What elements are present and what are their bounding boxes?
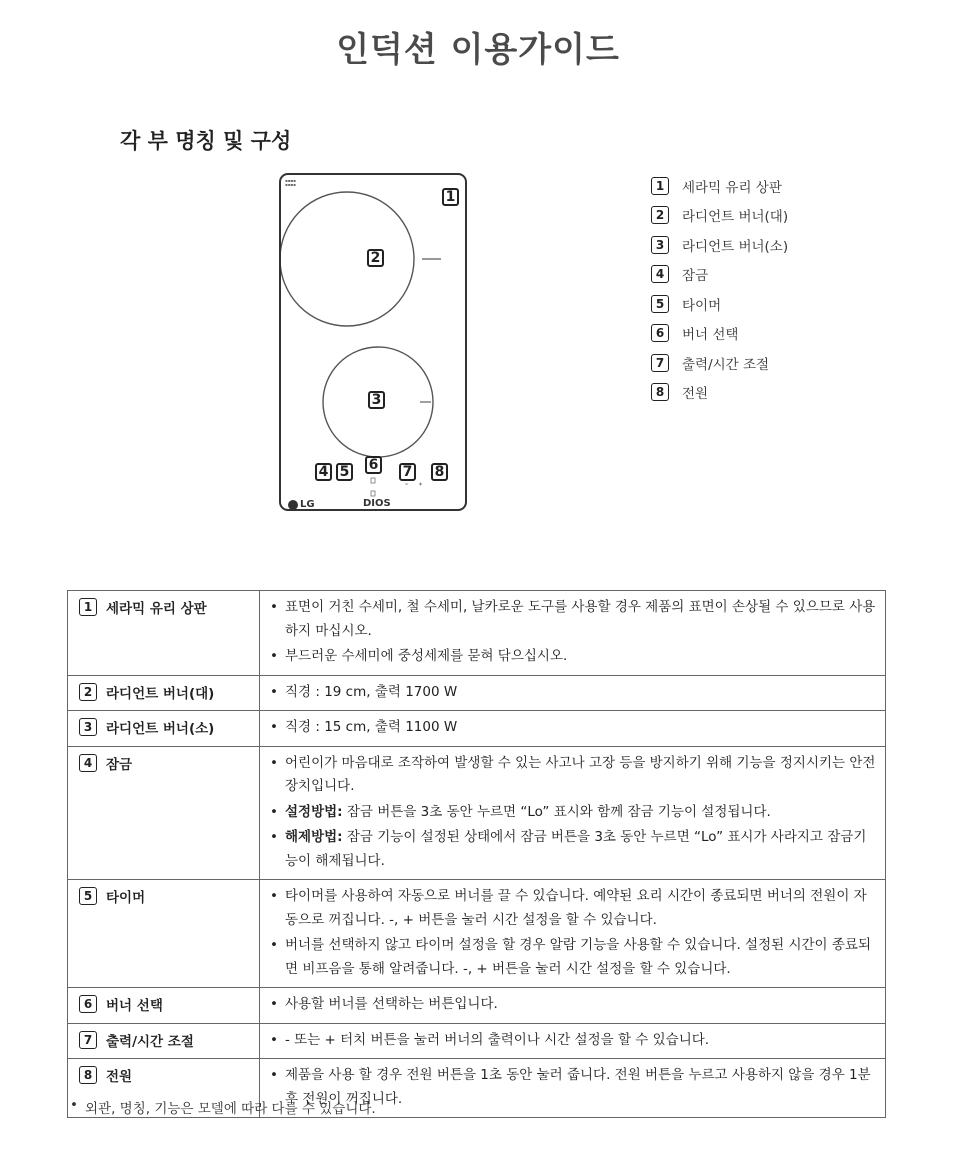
legend-label: 타이머 [682, 297, 722, 314]
callout-2: 2 [367, 249, 384, 267]
page-title: 인덕션 이용가이드 [336, 30, 620, 70]
bullet-text: 잠금 기능이 설정된 상태에서 잠금 버튼을 3초 동안 누르면 “Lo” 표시가 사라지고 잠금기능이 해제됩니다. [285, 829, 867, 869]
callout-3: 3 [368, 391, 385, 409]
table-row [68, 591, 886, 676]
part-number-badge: 6 [79, 995, 97, 1013]
description-bullet [270, 1029, 877, 1053]
part-number-badge: 1 [79, 598, 97, 616]
bullet-icon: • [270, 803, 278, 820]
legend-item [651, 319, 788, 349]
bullet-text: 사용할 버너를 선택하는 버튼입니다. [285, 996, 498, 1012]
bullet-text: 직경 : 19 cm, 출력 1700 W [285, 683, 458, 700]
bullet-icon: • [270, 888, 278, 904]
legend-label: 세라믹 유리 상판 [682, 179, 782, 196]
bullet-text: 표면이 거친 수세미, 철 수세미, 날카로운 도구를 사용할 경우 제품의 표면이 손상될 수 있으므로 사용하지 마십시오. [285, 599, 876, 639]
description-bullet [270, 752, 877, 799]
legend-label: 출력/시간 조절 [682, 356, 770, 373]
part-description-cell [260, 880, 886, 988]
callout-7: 7 [399, 463, 416, 481]
part-name: 버너 선택 [106, 998, 163, 1014]
parts-legend [651, 171, 788, 407]
legend-item [651, 171, 788, 201]
bullet-icon: • [270, 754, 278, 771]
table-row [68, 1023, 886, 1059]
bullet-icon: • [270, 937, 278, 953]
model-text: ▪▪▪▪ ▪▪▪▪ [285, 178, 296, 187]
legend-item [651, 230, 788, 260]
part-number-badge: 5 [79, 887, 97, 905]
part-name-cell [68, 675, 260, 711]
part-name: 잠금 [106, 756, 133, 773]
part-name-cell [68, 880, 260, 988]
footnote [70, 1097, 376, 1117]
part-name-cell [68, 1023, 260, 1059]
legend-number-badge: 5 [651, 295, 669, 313]
part-name: 전원 [106, 1069, 133, 1085]
part-number-badge: 7 [79, 1031, 97, 1049]
part-description-cell [260, 746, 886, 880]
legend-label: 버너 선택 [682, 327, 739, 344]
legend-label: 라디언트 버너(대) [682, 209, 789, 226]
part-name: 라디언트 버너(대) [106, 685, 215, 702]
table-row [68, 988, 886, 1024]
legend-label: 라디언트 버너(소) [682, 238, 789, 255]
description-bullet [270, 716, 877, 740]
bullet-icon: • [270, 599, 278, 615]
description-bullet [270, 826, 877, 873]
table-row [68, 675, 886, 711]
part-number-badge: 8 [79, 1066, 97, 1084]
burner-select-icon-top [371, 478, 375, 483]
part-name: 라디언트 버너(소) [106, 721, 215, 737]
cooktop-diagram [279, 173, 467, 511]
bullet-icon: • [270, 1031, 278, 1048]
part-name-cell [68, 988, 260, 1024]
part-number-badge: 3 [79, 718, 97, 736]
bullet-text: - 또는 + 터치 버튼을 눌러 버너의 출력이나 시간 설정을 할 수 있습니다. [285, 1031, 710, 1048]
part-name: 타이머 [106, 890, 146, 906]
bullet-bold-label: 해제방법: [285, 829, 343, 845]
callout-1: 1 [442, 188, 459, 206]
dios-logo: DIOS [363, 498, 391, 509]
burner-select-icon-bottom [371, 491, 375, 496]
part-description-cell [260, 591, 886, 676]
legend-number-badge: 4 [651, 265, 669, 283]
legend-number-badge: 8 [651, 383, 669, 401]
bullet-text: 부드러운 수세미에 중성세제를 묻혀 닦으십시오. [285, 648, 568, 664]
part-name: 세라믹 유리 상판 [106, 601, 207, 617]
legend-label: 잠금 [682, 268, 709, 285]
description-bullet [270, 681, 877, 705]
description-bullet [270, 993, 877, 1017]
legend-item [651, 260, 788, 290]
part-number-badge: 4 [79, 754, 97, 772]
description-bullet [270, 801, 877, 825]
callout-6: 6 [365, 456, 382, 474]
table-row [68, 711, 886, 747]
legend-item [651, 378, 788, 408]
legend-number-badge: 7 [651, 354, 669, 372]
description-bullet [270, 934, 877, 981]
lg-logo: LG [288, 499, 315, 510]
legend-item [651, 201, 788, 231]
footnote-text: 외관, 명칭, 기능은 모델에 따라 다를 수 있습니다. [85, 1101, 376, 1117]
section-title: 각 부 명칭 및 구성 [120, 129, 292, 153]
description-bullet [270, 596, 877, 643]
part-name-cell [68, 746, 260, 880]
lg-logo-icon [288, 500, 298, 510]
part-description-cell [260, 711, 886, 747]
bullet-icon: • [270, 719, 278, 735]
part-number-badge: 2 [79, 683, 97, 701]
legend-item [651, 348, 788, 378]
table-row [68, 746, 886, 880]
part-description-cell [260, 988, 886, 1024]
legend-number-badge: 1 [651, 177, 669, 195]
bullet-text: 어린이가 마음대로 조작하여 발생할 수 있는 사고나 고장 등을 방지하기 위해 기능을 정지시키는 안전장치입니다. [285, 754, 876, 794]
bullet-text: 잠금 버튼을 3초 동안 누르면 “Lo” 표시와 함께 잠금 기능이 설정됩니다. [342, 803, 771, 820]
bullet-bold-label: 설정방법: [285, 803, 343, 820]
bullet-icon: • [270, 683, 278, 700]
legend-label: 전원 [682, 386, 709, 403]
description-bullet [270, 885, 877, 932]
part-name-cell [68, 711, 260, 747]
part-description-cell [260, 1023, 886, 1059]
bullet-icon: • [270, 996, 278, 1012]
table-row [68, 880, 886, 988]
bullet-text: 제품을 사용 할 경우 전원 버튼을 1초 동안 눌러 줍니다. 전원 버튼을 누르고 사용하지 않을 경우 1분 후 전원이 꺼집니다. [285, 1067, 871, 1107]
bullet-text: 직경 : 15 cm, 출력 1100 W [285, 719, 458, 735]
callout-4: 4 [315, 463, 332, 481]
parts-table [67, 590, 886, 1118]
legend-item [651, 289, 788, 319]
bullet-text: 타이머를 사용하여 자동으로 버너를 끌 수 있습니다. 예약된 요리 시간이 종료되면 버너의 전원이 자동으로 꺼집니다. -, + 버튼을 눌러 시간 설정을 할 수 있습니다. [285, 888, 867, 928]
bullet-icon: • [270, 648, 278, 664]
callout-5: 5 [336, 463, 353, 481]
legend-number-badge: 2 [651, 206, 669, 224]
part-name: 출력/시간 조절 [106, 1033, 194, 1050]
legend-number-badge: 6 [651, 324, 669, 342]
bullet-icon: • [270, 1067, 278, 1083]
callout-8: 8 [431, 463, 448, 481]
bullet-icon: • [70, 1097, 78, 1113]
bullet-icon: • [270, 829, 278, 845]
bullet-text: 버너를 선택하지 않고 타이머 설정을 할 경우 알람 기능을 사용할 수 있습니다. 설정된 시간이 종료되면 비프음을 통해 알려줍니다. -, + 버튼을 눌러 시간 설정을 할 수 있습니다. [285, 937, 872, 977]
large-burner-ring [281, 192, 414, 326]
description-bullet [270, 645, 877, 669]
part-name-cell [68, 591, 260, 676]
part-description-cell [260, 675, 886, 711]
legend-number-badge: 3 [651, 236, 669, 254]
